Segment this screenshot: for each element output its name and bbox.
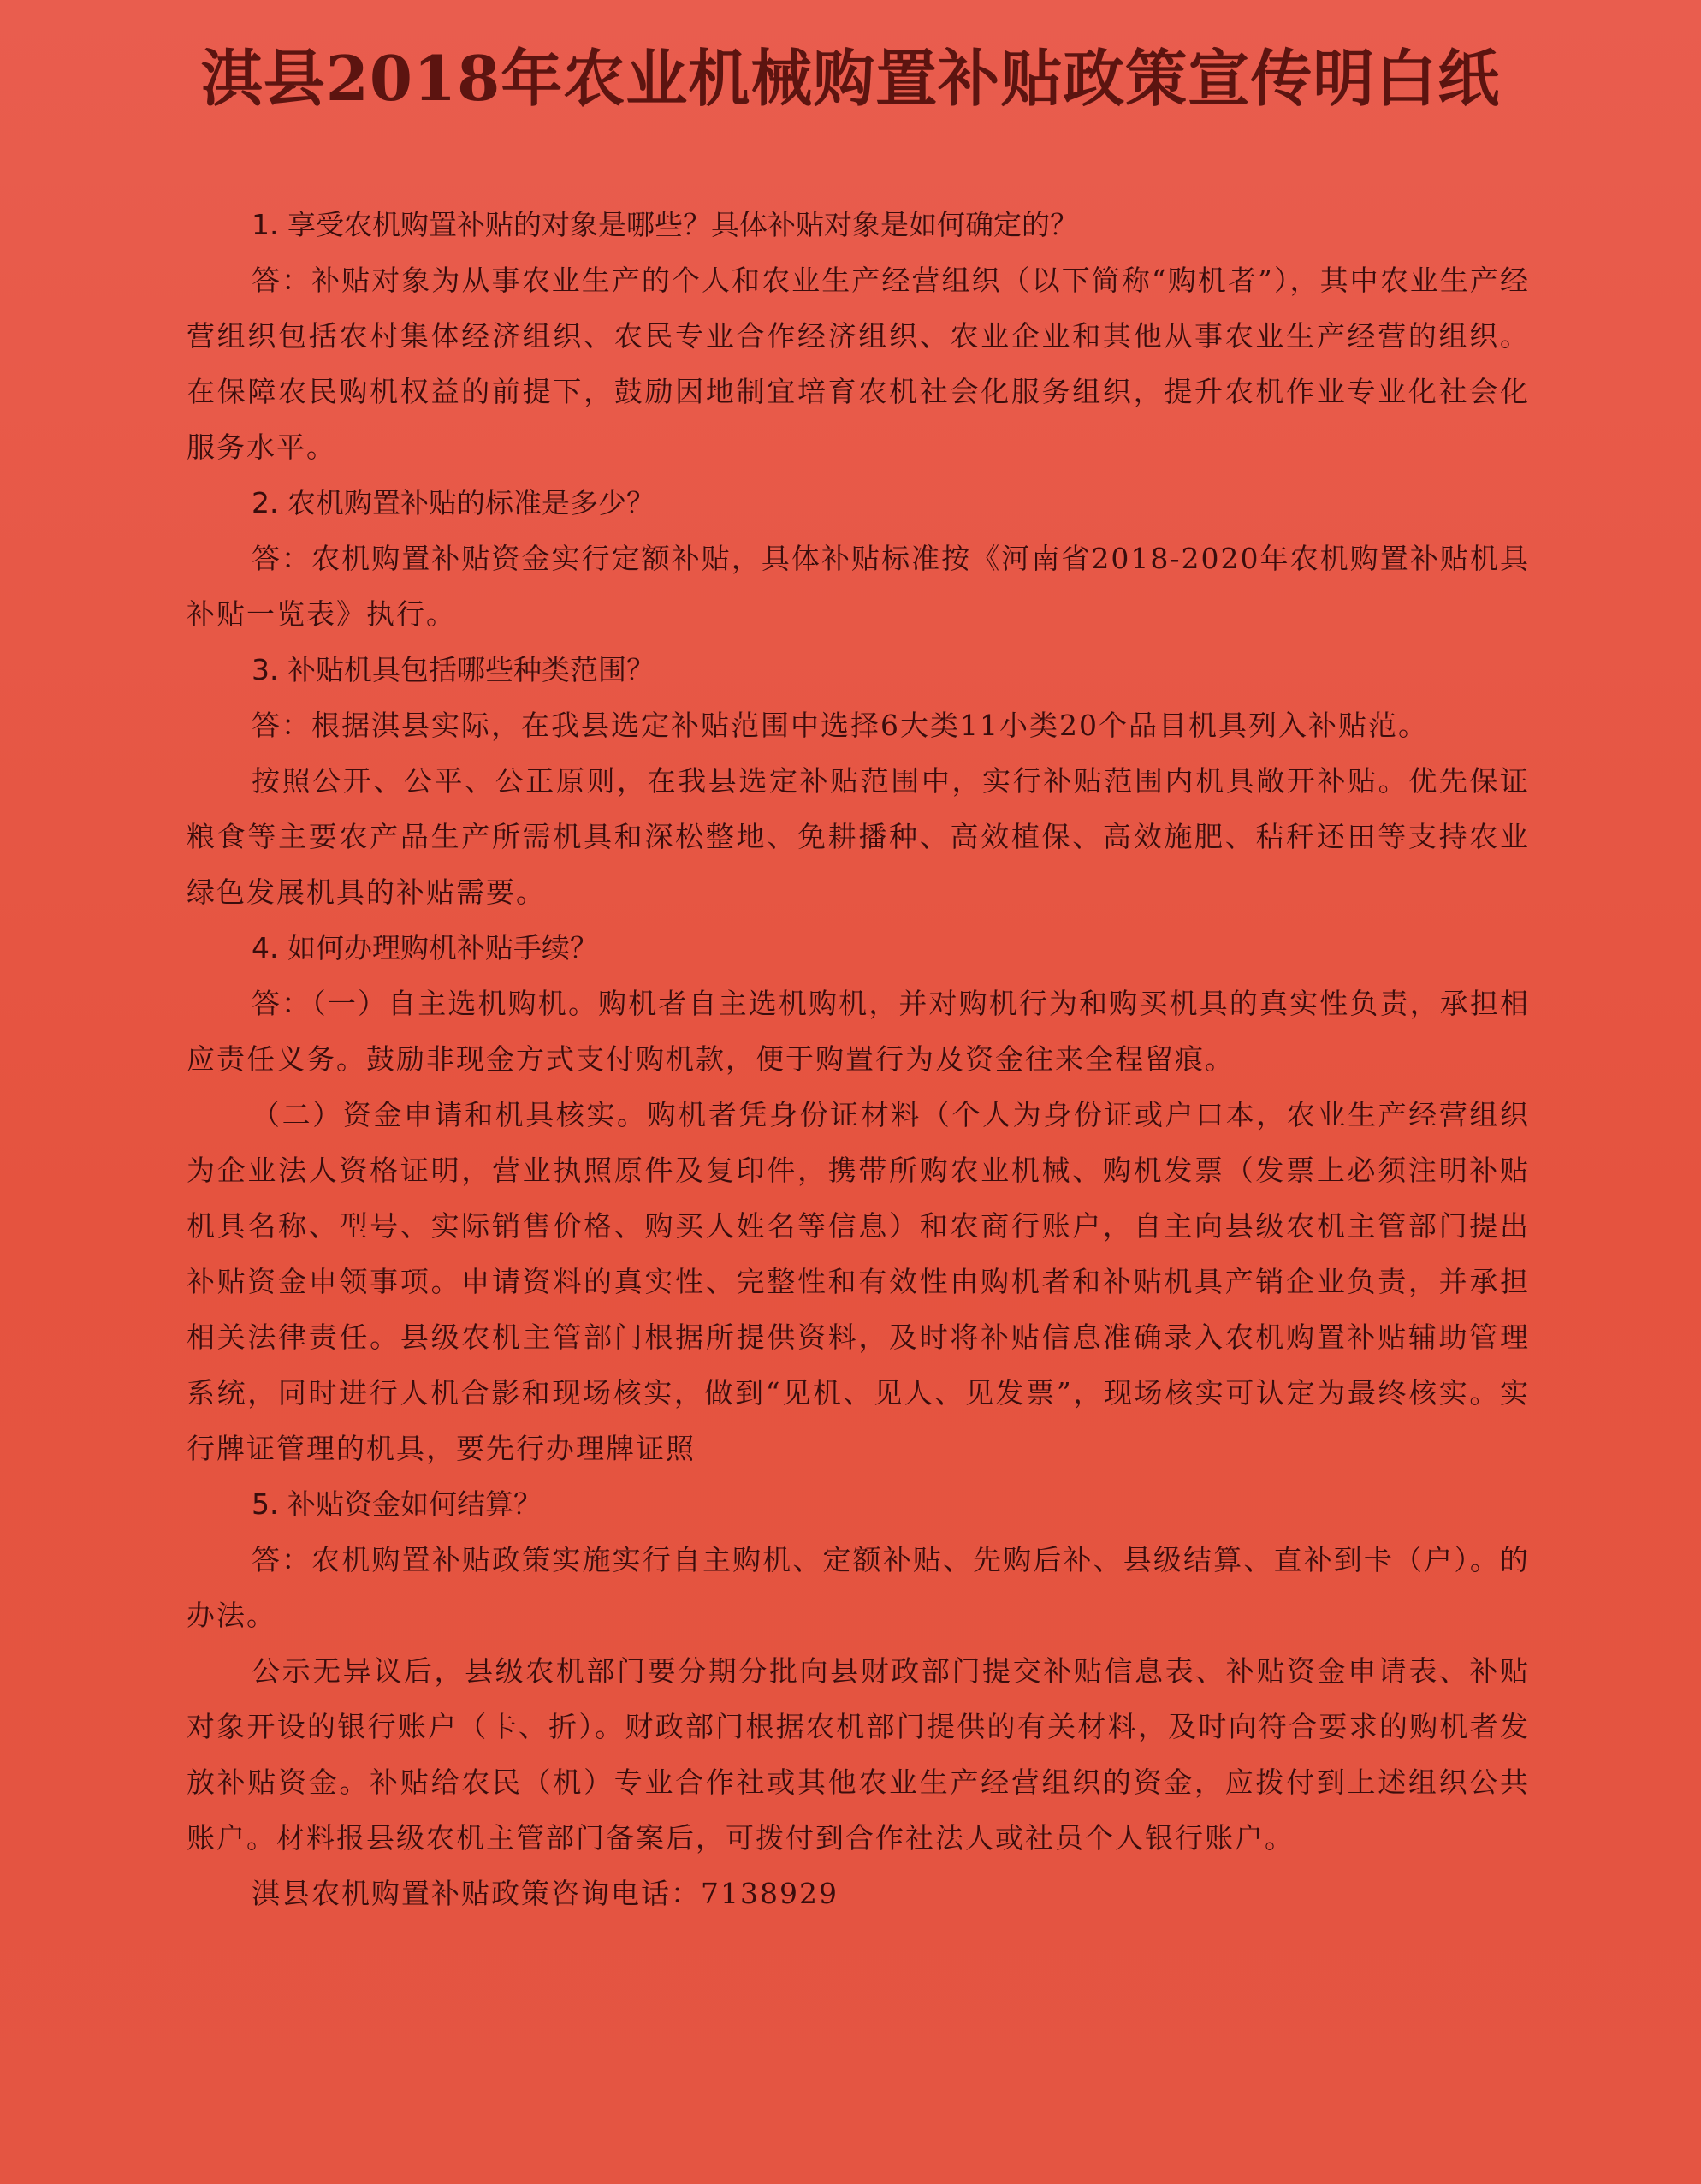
section-5	[187, 1476, 1530, 1866]
question-5: 5. 补贴资金如何结算？	[252, 1487, 542, 1521]
question-1: 1. 享受农机购置补贴的对象是哪些？具体补贴对象是如何确定的？	[252, 208, 1078, 241]
document-body	[187, 197, 1530, 1921]
question-3: 3. 补贴机具包括哪些种类范围？	[252, 653, 655, 686]
contact-line: 淇县农机购置补贴政策咨询电话：7138929	[252, 1877, 839, 1910]
section-1	[187, 197, 1530, 475]
section-2	[187, 475, 1530, 642]
answer-4-paragraph-2: （二）资金申请和机具核实。购机者凭身份证材料（个人为身份证或户口本，农业生产经营组织为企业法人资格证明，营业执照原件及复印件，携带所购农业机械、购机发票（发票上必须注明补贴机具名称、型号、实际销售价格、购买人姓名等信息）和农商行账户，自主向县级农机主管部门提出补贴资金申领事项。申请资料的真实性、完整性和有效性由购机者和补贴机具产销企业负责，并承担相关法律责任。县级农机主管部门根据所提供资料，及时将补贴信息准确录入农机购置补贴辅助管理系统，同时进行人机合影和现场核实，做到“见机、见人、见发票”，现场核实可认定为最终核实。实行牌证管理的机具，要先行办理牌证照	[187, 1098, 1530, 1465]
section-3	[187, 642, 1530, 920]
answer-3-paragraph-1: 答：根据淇县实际，在我县选定补贴范围中选择6大类11小类20个品目机具列入补贴范。	[252, 709, 1428, 742]
answer-2-paragraph-1: 答：农机购置补贴资金实行定额补贴，具体补贴标准按《河南省2018-2020年农机购置补贴机具补贴一览表》执行。	[187, 542, 1530, 631]
answer-3-paragraph-2: 按照公开、公平、公正原则，在我县选定补贴范围中，实行补贴范围内机具敞开补贴。优先保证粮食等主要农产品生产所需机具和深松整地、免耕播种、高效植保、高效施肥、秸秆还田等支持农业绿色发展机具的补贴需要。	[187, 764, 1530, 909]
question-4: 4. 如何办理购机补贴手续？	[252, 931, 598, 964]
answer-1-paragraph-1: 答：补贴对象为从事农业生产的个人和农业生产经营组织（以下简称“购机者”），其中农业生产经营组织包括农村集体经济组织、农民专业合作经济组织、农业企业和其他从事农业生产经营的组织。在保障农民购机权益的前提下，鼓励因地制宜培育农机社会化服务组织，提升农机作业专业化社会化服务水平。	[187, 264, 1530, 464]
section-4	[187, 920, 1530, 1476]
answer-5-paragraph-1: 答：农机购置补贴政策实施实行自主购机、定额补贴、先购后补、县级结算、直补到卡（户）。的办法。	[187, 1543, 1530, 1632]
answer-5-paragraph-2: 公示无异议后，县级农机部门要分期分批向县财政部门提交补贴信息表、补贴资金申请表、补贴对象开设的银行账户（卡、折）。财政部门根据农机部门提供的有关材料，及时向符合要求的购机者发放补贴资金。补贴给农民（机）专业合作社或其他农业生产经营组织的资金，应拨付到上述组织公共账户。材料报县级农机主管部门备案后，可拨付到合作社法人或社员个人银行账户。	[187, 1654, 1530, 1855]
document-title: 淇县2018年农业机械购置补贴政策宣传明白纸	[200, 42, 1501, 115]
question-2: 2. 农机购置补贴的标准是多少？	[252, 486, 655, 519]
answer-4-paragraph-1: 答：（一）自主选机购机。购机者自主选机购机，并对购机行为和购买机具的真实性负责，承担相应责任义务。鼓励非现金方式支付购机款，便于购置行为及资金往来全程留痕。	[187, 987, 1530, 1076]
